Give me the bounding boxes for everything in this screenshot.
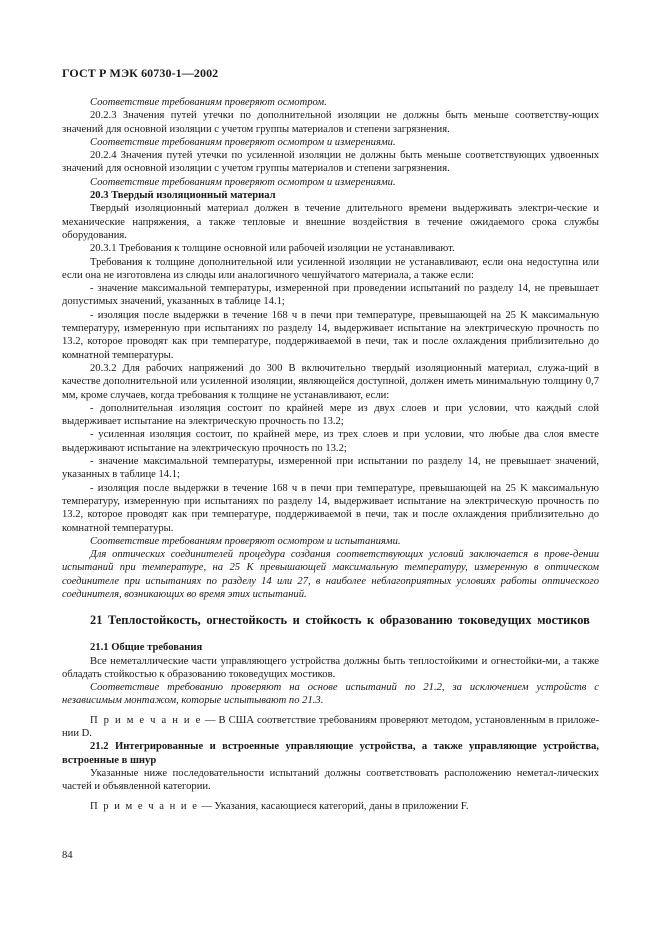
note (62, 714, 599, 741)
subsection-heading: 21.2 Интегрированные и встроенные управляющие устройства, а также управляющие устройства, встроенные в шнур (62, 741, 599, 766)
paragraph: 20.3.2 Для рабочих напряжений до 300 В включительно твердый изоляционный материал, служа-щий в качестве дополнительной или усиленной изоляции, являющейся доступной, должен иметь минимальную толщину 0,7 мм, кроме случаев, когда требования к толщине не устанавливают, если: (62, 362, 599, 401)
paragraph: Все неметаллические части управляющего устройства должны быть теплостойкими и огнестойки-ми, а также обладать стойкостью к образованию токоведущих мостиков. (62, 655, 599, 680)
page-number: 84 (62, 850, 73, 861)
paragraph: Соответствие требованиям проверяют осмотром и измерениями. (90, 136, 396, 148)
list-item: - дополнительная изоляция состоит по крайней мере из двух слоев и при условии, что каждый слой выдерживает испытание на электрическую прочность по 13.2; (62, 402, 599, 428)
document-body (62, 96, 599, 813)
note-label: П р и м е ч а н и е (90, 714, 202, 726)
document-header: ГОСТ Р МЭК 60730-1—2002 (62, 66, 219, 80)
paragraph: Соответствие требованиям проверяют осмотром и измерениями. (90, 176, 396, 188)
paragraph: 20.2.4 Значения путей утечки по усиленной изоляции не должны быть меньше соответствующих удвоенных значений для основной изоляции с учетом группы материалов и степени загрязнения. (62, 150, 599, 175)
list-item: - изоляция после выдержки в течение 168 ч в печи при температуре, превышающей на 25 K максимальную температуру, измеренную при испытаниях по разделу 14, выдерживает испытание на электрическую прочность по 13.2, которое проводят как при температуре, поддерживаемой в печи, так и после охлаждения приблизительно до комнатной температуры. (62, 309, 599, 361)
note (62, 800, 599, 813)
list-item: - значение максимальной температуры, измеренной при проведении испытаний по разделу 14, не превышает допустимых значений, указанных в таблице 14.1; (62, 283, 599, 308)
note-text: — В США соответствие требованиям проверяют методом, установленным в приложе-нии D. (62, 714, 599, 740)
paragraph: Для оптических соединителей процедура создания соответствующих условий заключается в прове-дении испытаний при температуре, на 25 K превышающей максимальную температуру, измеренную в оптическом соединителе при испытаниях по разделу 14 или 27, в наиболее неблагоприятных условиях работы оптического соединителя, возникающих во время этих испытаний. (62, 549, 599, 600)
list-item: - усиленная изоляция состоит, по крайней мере, из трех слоев и при условии, что любые два слоя вместе выдерживают испытание на электрическую прочность по 13.2; (62, 429, 599, 454)
subsection-heading: 21.1 Общие требования (90, 642, 203, 654)
paragraph: Соответствие требованию проверяют на основе испытаний по 21.2, за исключением устройств с независимым монтажом, которые испытывают по 21.3. (62, 682, 599, 707)
section-heading: 21 Теплостойкость, огнестойкость и стойкость к образованию токоведущих мостиков (90, 613, 590, 628)
subsection-heading: 20.3 Твердый изоляционный материал (90, 190, 276, 202)
list-item: - значение максимальной температуры, измеренной при испытании по разделу 14, не превышает значений, указанных в таблице 14.1; (62, 456, 599, 481)
paragraph: Указанные ниже последовательности испытаний должны соответствовать расположению неметал-лических частей и объявленной категории. (62, 767, 599, 793)
note-text: — Указания, касающиеся категорий, даны в приложении F. (198, 800, 469, 812)
paragraph: 20.2.3 Значения путей утечки по дополнительной изоляции не должны быть меньше соответству-ющих значений для основной изоляции с учетом группы материалов и степени загрязнения. (62, 110, 599, 135)
note-label: П р и м е ч а н и е (90, 800, 199, 812)
paragraph: Твердый изоляционный материал должен в течение длительного времени выдерживать электри-ческие и механические напряжения, а также тепловые и внешние воздействия в течение ожидаемого срока службы оборудования. (62, 203, 599, 241)
list-item: - изоляция после выдержки в течение 168 ч в печи при температуре, превышающей на 25 K максимальную температуру, измеренную при испытаниях по разделу 14, выдерживает испытание на электрическую прочность по 13.2, которое проводят как при температуре, поддерживаемой в печи, так и после охлаждения приблизительно до комнатной температуры. (62, 482, 599, 534)
paragraph: Соответствие требованиям проверяют осмотром. (90, 97, 327, 108)
paragraph: Требования к толщине дополнительной или усиленной изоляции не устанавливают, если она недоступна или если она не изготовлена из слюды или аналогичного чешуйчатого материала, а также если: (62, 256, 599, 281)
paragraph: 20.3.1 Требования к толщине основной или рабочей изоляции не устанавливают. (90, 243, 455, 255)
paragraph: Соответствие требованиям проверяют осмотром и испытаниями. (90, 535, 401, 547)
